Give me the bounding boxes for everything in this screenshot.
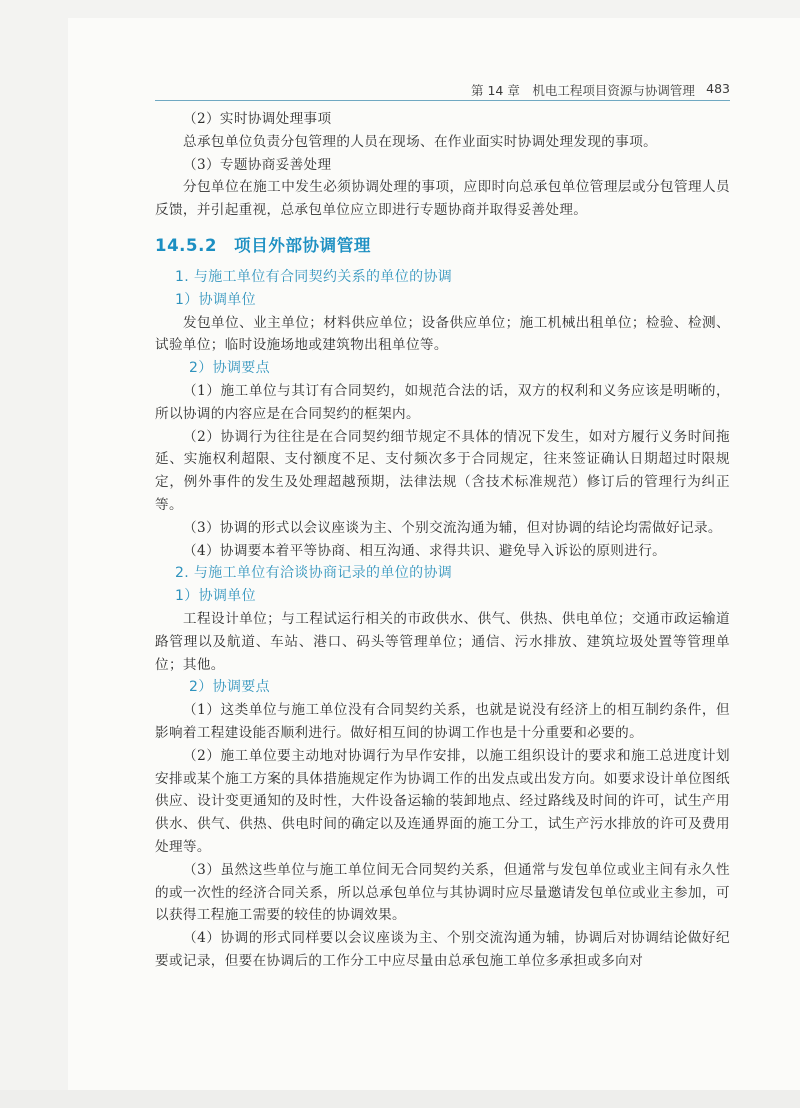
paragraph: （1）施工单位与其订有合同契约，如规范合法的话，双方的权利和义务应该是明晰的，所以协调的内容应是在合同契约的框架内。	[155, 382, 730, 422]
page-number: 483	[706, 81, 730, 96]
paragraph: （3）虽然这些单位与施工单位间无合同契约关系，但通常与发包单位或业主间有永久性的或一次性的经济合同关系，所以总承包单位与其协调时应尽量邀请发包单位或业主参加，可以获得工程施工需要的较佳的协调效果。	[155, 861, 730, 924]
subsection-heading: 2. 与施工单位有洽谈协商记录的单位的协调	[175, 565, 453, 582]
paragraph: （2）协调行为往往是在合同契约细节规定不具体的情况下发生，如对方履行义务时间拖延、实施权利超限、支付额度不足、支付频次多于合同规定，往来签证确认日期超过时限规定，例外事件的发生及处理超越预期，法律法规（含技术标准规范）修订后的管理行为纠正等。	[155, 428, 730, 513]
subsection-heading: 1. 与施工单位有合同契约关系的单位的协调	[175, 268, 453, 285]
section-heading: 14.5.2 项目外部协调管理	[155, 235, 371, 255]
paragraph: （4）协调的形式同样要以会议座谈为主、个别交流沟通为辅，协调后对协调结论做好纪要或记录，但要在协调后的工作分工中应尽量由总承包施工单位多承担或多向对	[155, 930, 730, 969]
paragraph: 发包单位、业主单位；材料供应单位；设备供应单位；施工机械出租单位；检验、检测、试验单位；临时设施场地或建筑物出租单位等。	[155, 314, 730, 354]
paragraph: （2）施工单位要主动地对协调行为早作安排，以施工组织设计的要求和施工总进度计划安排或某个施工方案的具体措施规定作为协调工作的出发点或出发方向。如要求设计单位图纸供应、设计变更通知的及时性，大件设备运输的装卸地点、经过路线及时间的许可，试生产用供水、供气、供热、供电时间的确定以及连通界面的施工分工，试生产污水排放的许可及费用处理等。	[155, 747, 730, 855]
paragraph: 分包单位在施工中发生必须协调处理的事项，应即时向总承包单位管理层或分包管理人员反馈，并引起重视，总承包单位应立即进行专题协商并取得妥善处理。	[155, 179, 730, 219]
chapter-title: 第 14 章 机电工程项目资源与协调管理	[471, 83, 695, 98]
page-body	[155, 108, 730, 973]
list-item: （3）专题协商妥善处理	[183, 156, 332, 173]
paragraph: （4）协调要本着平等协商、相互沟通、求得共识、避免导入诉讼的原则进行。	[183, 542, 667, 559]
paragraph: 工程设计单位；与工程试运行相关的市政供水、供气、供热、供电单位；交通市政运输道路管理以及航道、车站、港口、码头等管理单位；通信、污水排放、建筑垃圾处置等管理单位；其他。	[155, 610, 730, 673]
list-item: （2）实时协调处理事项	[183, 111, 332, 127]
item-heading: 2）协调要点	[189, 679, 271, 696]
item-heading: 1）协调单位	[175, 291, 257, 308]
paragraph: （1）这类单位与施工单位没有合同契约关系，也就是说没有经济上的相互制约条件，但影响着工程建设能否顺利进行。做好相互间的协调工作也是十分重要和必要的。	[155, 702, 730, 741]
paragraph: （3）协调的形式以会议座谈为主、个别交流沟通为辅，但对协调的结论均需做好记录。	[183, 519, 722, 536]
item-heading: 1）协调单位	[175, 588, 257, 605]
paragraph: 总承包单位负责分包管理的人员在现场、在作业面实时协调处理发现的事项。	[183, 133, 658, 150]
running-header	[155, 78, 730, 101]
item-heading: 2）协调要点	[189, 360, 271, 377]
page-bottom-band	[0, 1090, 800, 1108]
